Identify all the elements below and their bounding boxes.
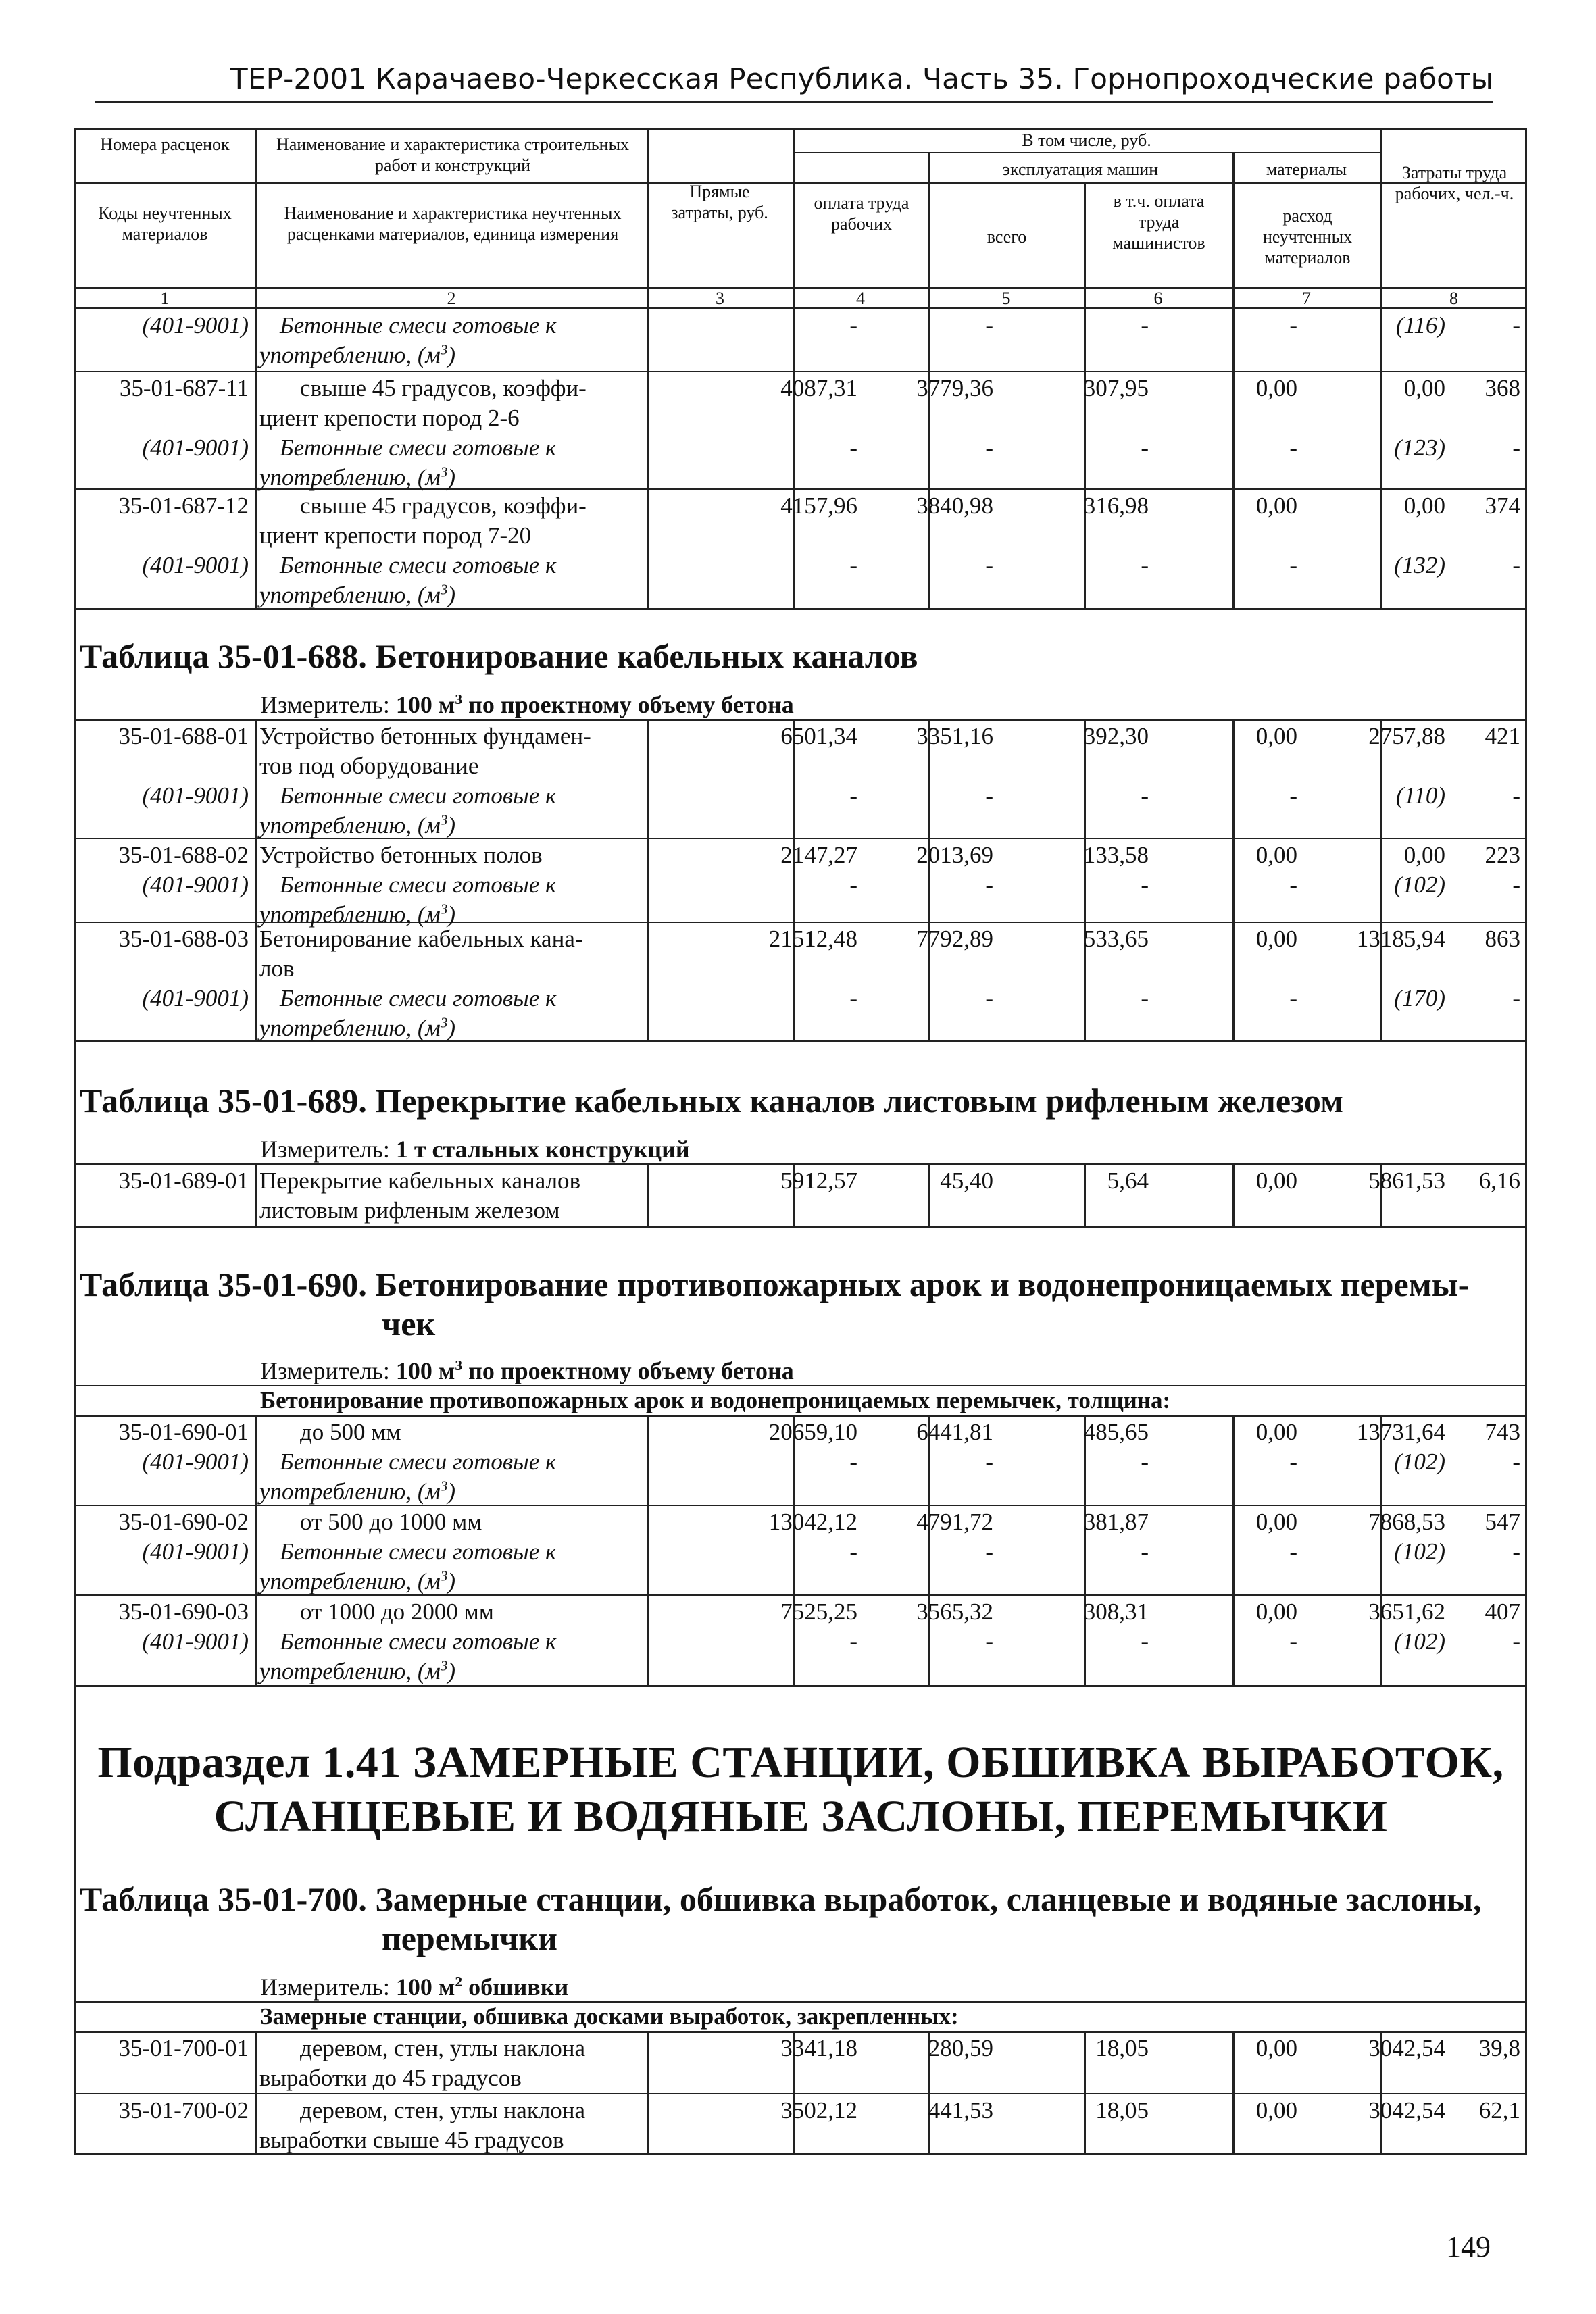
worker-wage: 441,53: [928, 2097, 993, 2123]
machine-cost: 307,95 -: [1083, 375, 1149, 461]
material-quantity: (116): [1395, 312, 1445, 338]
labor-hours: 374 -: [1485, 493, 1520, 578]
material-cost: 3042,54: [1368, 2097, 1445, 2123]
rate-code: 35-01-700-02: [118, 2097, 249, 2123]
direct-cost: 5912,57: [780, 1167, 857, 1194]
rate-code: 35-01-688-03: [118, 926, 249, 952]
group-subheading: Замерные станции, обшивка досками выработок, закрепленных:: [260, 2003, 959, 2030]
rate-code: 35-01-690-01: [118, 1419, 249, 1445]
unit-of-measure: Измеритель: 100 $м^2$ обшивки: [260, 1973, 569, 2001]
machine-cost: 308,31 -: [1083, 1599, 1149, 1655]
material-code: (401-9001): [142, 782, 249, 809]
section-heading-line2: СЛАНЦЕВЫЕ И ВОДЯНЫЕ ЗАСЛОНЫ, ПЕРЕМЫЧКИ: [214, 1792, 1388, 1841]
work-name: свыше 45 градусов, коэффи- циент крепости пород 7-20 Бетонные смеси готовые к употреблению, $(м^3)$: [259, 493, 587, 608]
table-row: (401-9001) Бетонные смеси готовые к употреблению, $(м^3)$ - - - - (116) -: [74, 311, 1527, 370]
header-group: В том числе, руб.: [1022, 130, 1151, 150]
machine-cost: 18,05: [1095, 2097, 1149, 2123]
table-row: [74, 1417, 1527, 1505]
group-subheading: Бетонирование противопожарных арок и водонепроницаемых перемычек, толщина:: [260, 1387, 1171, 1413]
labor-hours: 6,16: [1478, 1167, 1520, 1194]
work-name: деревом, стен, углы наклона выработки свыше 45 градусов: [259, 2097, 586, 2153]
table-row: [74, 722, 1527, 838]
header-machines: эксплуатация машин: [1002, 159, 1159, 179]
header-col4: оплата труда рабочих: [814, 193, 909, 234]
table-row: [74, 924, 1527, 1040]
machine-cost: 392,30 -: [1083, 723, 1149, 809]
machine-cost: 381,87 -: [1083, 1509, 1149, 1565]
machine-cost: 18,05: [1095, 2035, 1149, 2061]
col-num-5: 5: [1001, 288, 1011, 308]
table-row: [74, 2034, 1527, 2093]
material-cost: 5861,53: [1368, 1167, 1445, 1194]
worker-wage: 7792,89 -: [916, 926, 993, 1011]
col-num-1: 1: [160, 288, 170, 308]
labor-hours: 421 -: [1485, 723, 1520, 809]
table-row: [74, 491, 1527, 607]
material-cost: 0,00 (132): [1394, 493, 1445, 578]
direct-cost: 21512,48 -: [768, 926, 857, 1011]
material-cost: 3651,62 (102): [1368, 1599, 1445, 1655]
labor-hours: 62,1: [1478, 2097, 1520, 2123]
machinist-wage: 0,00: [1255, 1167, 1297, 1194]
col-num-4: 4: [856, 288, 865, 308]
machine-cost: 133,58 -: [1083, 842, 1149, 898]
col-num-6: 6: [1153, 288, 1163, 308]
direct-cost: 2147,27 -: [780, 842, 857, 898]
material-code: (401-9001): [142, 1449, 249, 1475]
worker-wage: 2013,69 -: [916, 842, 993, 898]
col-num-8: 8: [1449, 288, 1458, 308]
labor-hours: 743 -: [1485, 1419, 1520, 1475]
material-cost: 7868,53 (102): [1368, 1509, 1445, 1565]
table-title: Таблица 35-01-690. Бетонирование противопожарных арок и водонепроницаемых перемы-: [80, 1265, 1470, 1303]
work-name: деревом, стен, углы наклона выработки до 45 градусов: [259, 2035, 586, 2091]
unit-of-measure: Измеритель: 1 т стальных конструкций: [260, 1136, 690, 1163]
rate-code: 35-01-688-02: [118, 842, 249, 868]
header-col2-top: Наименование и характеристика строительных работ и конструкций: [276, 134, 630, 175]
header-col1-top: Номера расценок: [100, 134, 230, 154]
material-code: (401-9001): [142, 1628, 249, 1655]
worker-wage: 3351,16 -: [916, 723, 993, 809]
material-cost: 3042,54: [1368, 2035, 1445, 2061]
machinist-wage: 0,00 -: [1255, 723, 1297, 809]
table-row: [74, 374, 1527, 491]
rate-code: 35-01-690-03: [118, 1599, 249, 1625]
direct-cost: 7525,25 -: [780, 1599, 857, 1655]
machine-cost: 485,65 -: [1083, 1419, 1149, 1475]
header-col8: Затраты труда рабочих, чел.-ч.: [1395, 163, 1514, 203]
work-name: Устройство бетонных полов Бетонные смеси готовые к употреблению, $(м^3)$: [259, 842, 557, 928]
running-header: ТЕР-2001 Карачаево-Черкесская Республика. Часть 35. Горнопроходческие работы: [230, 62, 1493, 95]
header-col6: в т.ч. оплата труда машинистов: [1112, 191, 1205, 253]
unit-of-measure: Измеритель: 100 $м^3$ по проектному объему бетона: [260, 691, 794, 718]
direct-cost: 6501,34 -: [780, 723, 857, 809]
rate-code: 35-01-687-11: [119, 375, 249, 401]
machinist-wage: 0,00 -: [1255, 1509, 1297, 1565]
material-name: Бетонные смеси готовые к употреблению, $(м^3)$: [259, 312, 557, 368]
material-cost: 13731,64 (102): [1356, 1419, 1445, 1475]
work-name: Устройство бетонных фундамен- тов под оборудование Бетонные смеси готовые к употреблению, $(м^3)$: [259, 723, 591, 838]
material-code: (401-9001): [142, 1538, 249, 1565]
rate-code: 35-01-688-01: [118, 723, 249, 749]
col-num-3: 3: [716, 288, 724, 308]
material-code: (401-9001): [142, 434, 249, 461]
material-code: (401-9001): [142, 985, 249, 1011]
header-col3: Прямые затраты, руб.: [671, 182, 768, 222]
material-cost: 0,00 (123): [1394, 375, 1445, 461]
direct-cost: 4087,31 -: [780, 375, 857, 461]
header-col2-bottom: Наименование и характеристика неучтенных расценками материалов, единица измерения: [284, 203, 622, 244]
header-col5: всего: [987, 227, 1027, 247]
machine-cost: 316,98 -: [1083, 493, 1149, 578]
rate-code: 35-01-689-01: [118, 1167, 249, 1194]
machine-cost: 533,65 -: [1083, 926, 1149, 1011]
work-name: Перекрытие кабельных каналов листовым рифленым железом: [259, 1167, 581, 1224]
rate-code: 35-01-687-12: [118, 493, 249, 519]
table-row: [74, 1597, 1527, 1685]
table-title-continued: перемычки: [382, 1919, 557, 1957]
rate-code: 35-01-690-02: [118, 1509, 249, 1535]
machinist-wage: 0,00 -: [1255, 1599, 1297, 1655]
worker-wage: 280,59: [928, 2035, 993, 2061]
col-num-2: 2: [447, 288, 456, 308]
direct-cost: 20659,10 -: [768, 1419, 857, 1475]
unit-of-measure: Измеритель: 100 $м^3$ по проектному объему бетона: [260, 1357, 794, 1384]
labor-hours: 407 -: [1485, 1599, 1520, 1655]
direct-cost: 3502,12: [780, 2097, 857, 2123]
work-name: от 1000 до 2000 мм Бетонные смеси готовые к употреблению, $(м^3)$: [259, 1599, 557, 1684]
header-col1-bottom: Коды неучтенных материалов: [98, 203, 232, 244]
direct-cost: 3341,18: [780, 2035, 857, 2061]
table-row: [74, 1507, 1527, 1594]
labor-hours: 547 -: [1485, 1509, 1520, 1565]
material-code: (401-9001): [142, 552, 249, 578]
machinist-wage: 0,00 -: [1255, 842, 1297, 898]
machinist-wage: 0,00 -: [1255, 375, 1297, 461]
labor-hours: 368 -: [1485, 375, 1520, 461]
page-number: 149: [1446, 2230, 1491, 2263]
material-cost: 0,00 (102): [1394, 842, 1445, 898]
table-row: [74, 1166, 1527, 1226]
table-title: Таблица 35-01-689. Перекрытие кабельных каналов листовым рифленым железом: [80, 1082, 1344, 1120]
table-title: Таблица 35-01-700. Замерные станции, обшивка выработок, сланцевые и водяные заслоны,: [80, 1880, 1482, 1918]
table-row: [74, 840, 1527, 928]
work-name: свыше 45 градусов, коэффи- циент крепости пород 2-6 Бетонные смеси готовые к употреблению, $(м^3)$: [259, 375, 587, 491]
worker-wage: 45,40: [940, 1167, 993, 1194]
machinist-wage: 0,00 -: [1255, 926, 1297, 1011]
section-heading-line1: Подраздел 1.41 ЗАМЕРНЫЕ СТАНЦИИ, ОБШИВКА ВЫРАБОТОК,: [97, 1738, 1504, 1787]
machine-cost: 5,64: [1107, 1167, 1149, 1194]
labor-hours: 39,8: [1478, 2035, 1520, 2061]
header-col7: расход неучтенных материалов: [1262, 206, 1353, 268]
direct-cost: 4157,96 -: [780, 493, 857, 578]
work-name: до 500 мм Бетонные смеси готовые к употреблению, $(м^3)$: [259, 1419, 557, 1505]
worker-wage: 3779,36 -: [916, 375, 993, 461]
labor-hours: 223 -: [1485, 842, 1520, 898]
header-materials: материалы: [1266, 159, 1347, 179]
machinist-wage: 0,00: [1255, 2097, 1297, 2123]
machinist-wage: 0,00 -: [1255, 1419, 1297, 1475]
worker-wage: 3565,32 -: [916, 1599, 993, 1655]
labor-hours: 863 -: [1485, 926, 1520, 1011]
machinist-wage: 0,00: [1255, 2035, 1297, 2061]
direct-cost: 13042,12 -: [768, 1509, 857, 1565]
col-num-7: 7: [1302, 288, 1311, 308]
table-title-continued: чек: [382, 1305, 436, 1342]
table-title: Таблица 35-01-688. Бетонирование кабельных каналов: [80, 637, 918, 675]
material-cost: 13185,94 (170): [1356, 926, 1445, 1011]
worker-wage: 6441,81 -: [916, 1419, 993, 1475]
rate-code: 35-01-700-01: [118, 2035, 249, 2061]
worker-wage: 4791,72 -: [916, 1509, 993, 1565]
worker-wage: 3840,98 -: [916, 493, 993, 578]
material-cost: 2757,88 (110): [1368, 723, 1445, 809]
material-code: (401-9001): [142, 872, 249, 898]
material-code: (401-9001): [142, 312, 249, 338]
header-rule: [95, 101, 1493, 103]
work-name: Бетонирование кабельных кана- лов Бетонные смеси готовые к употреблению, $(м^3)$: [259, 926, 583, 1041]
table-row: [74, 2096, 1527, 2155]
work-name: от 500 до 1000 мм Бетонные смеси готовые к употреблению, $(м^3)$: [259, 1509, 557, 1594]
machinist-wage: 0,00 -: [1255, 493, 1297, 578]
